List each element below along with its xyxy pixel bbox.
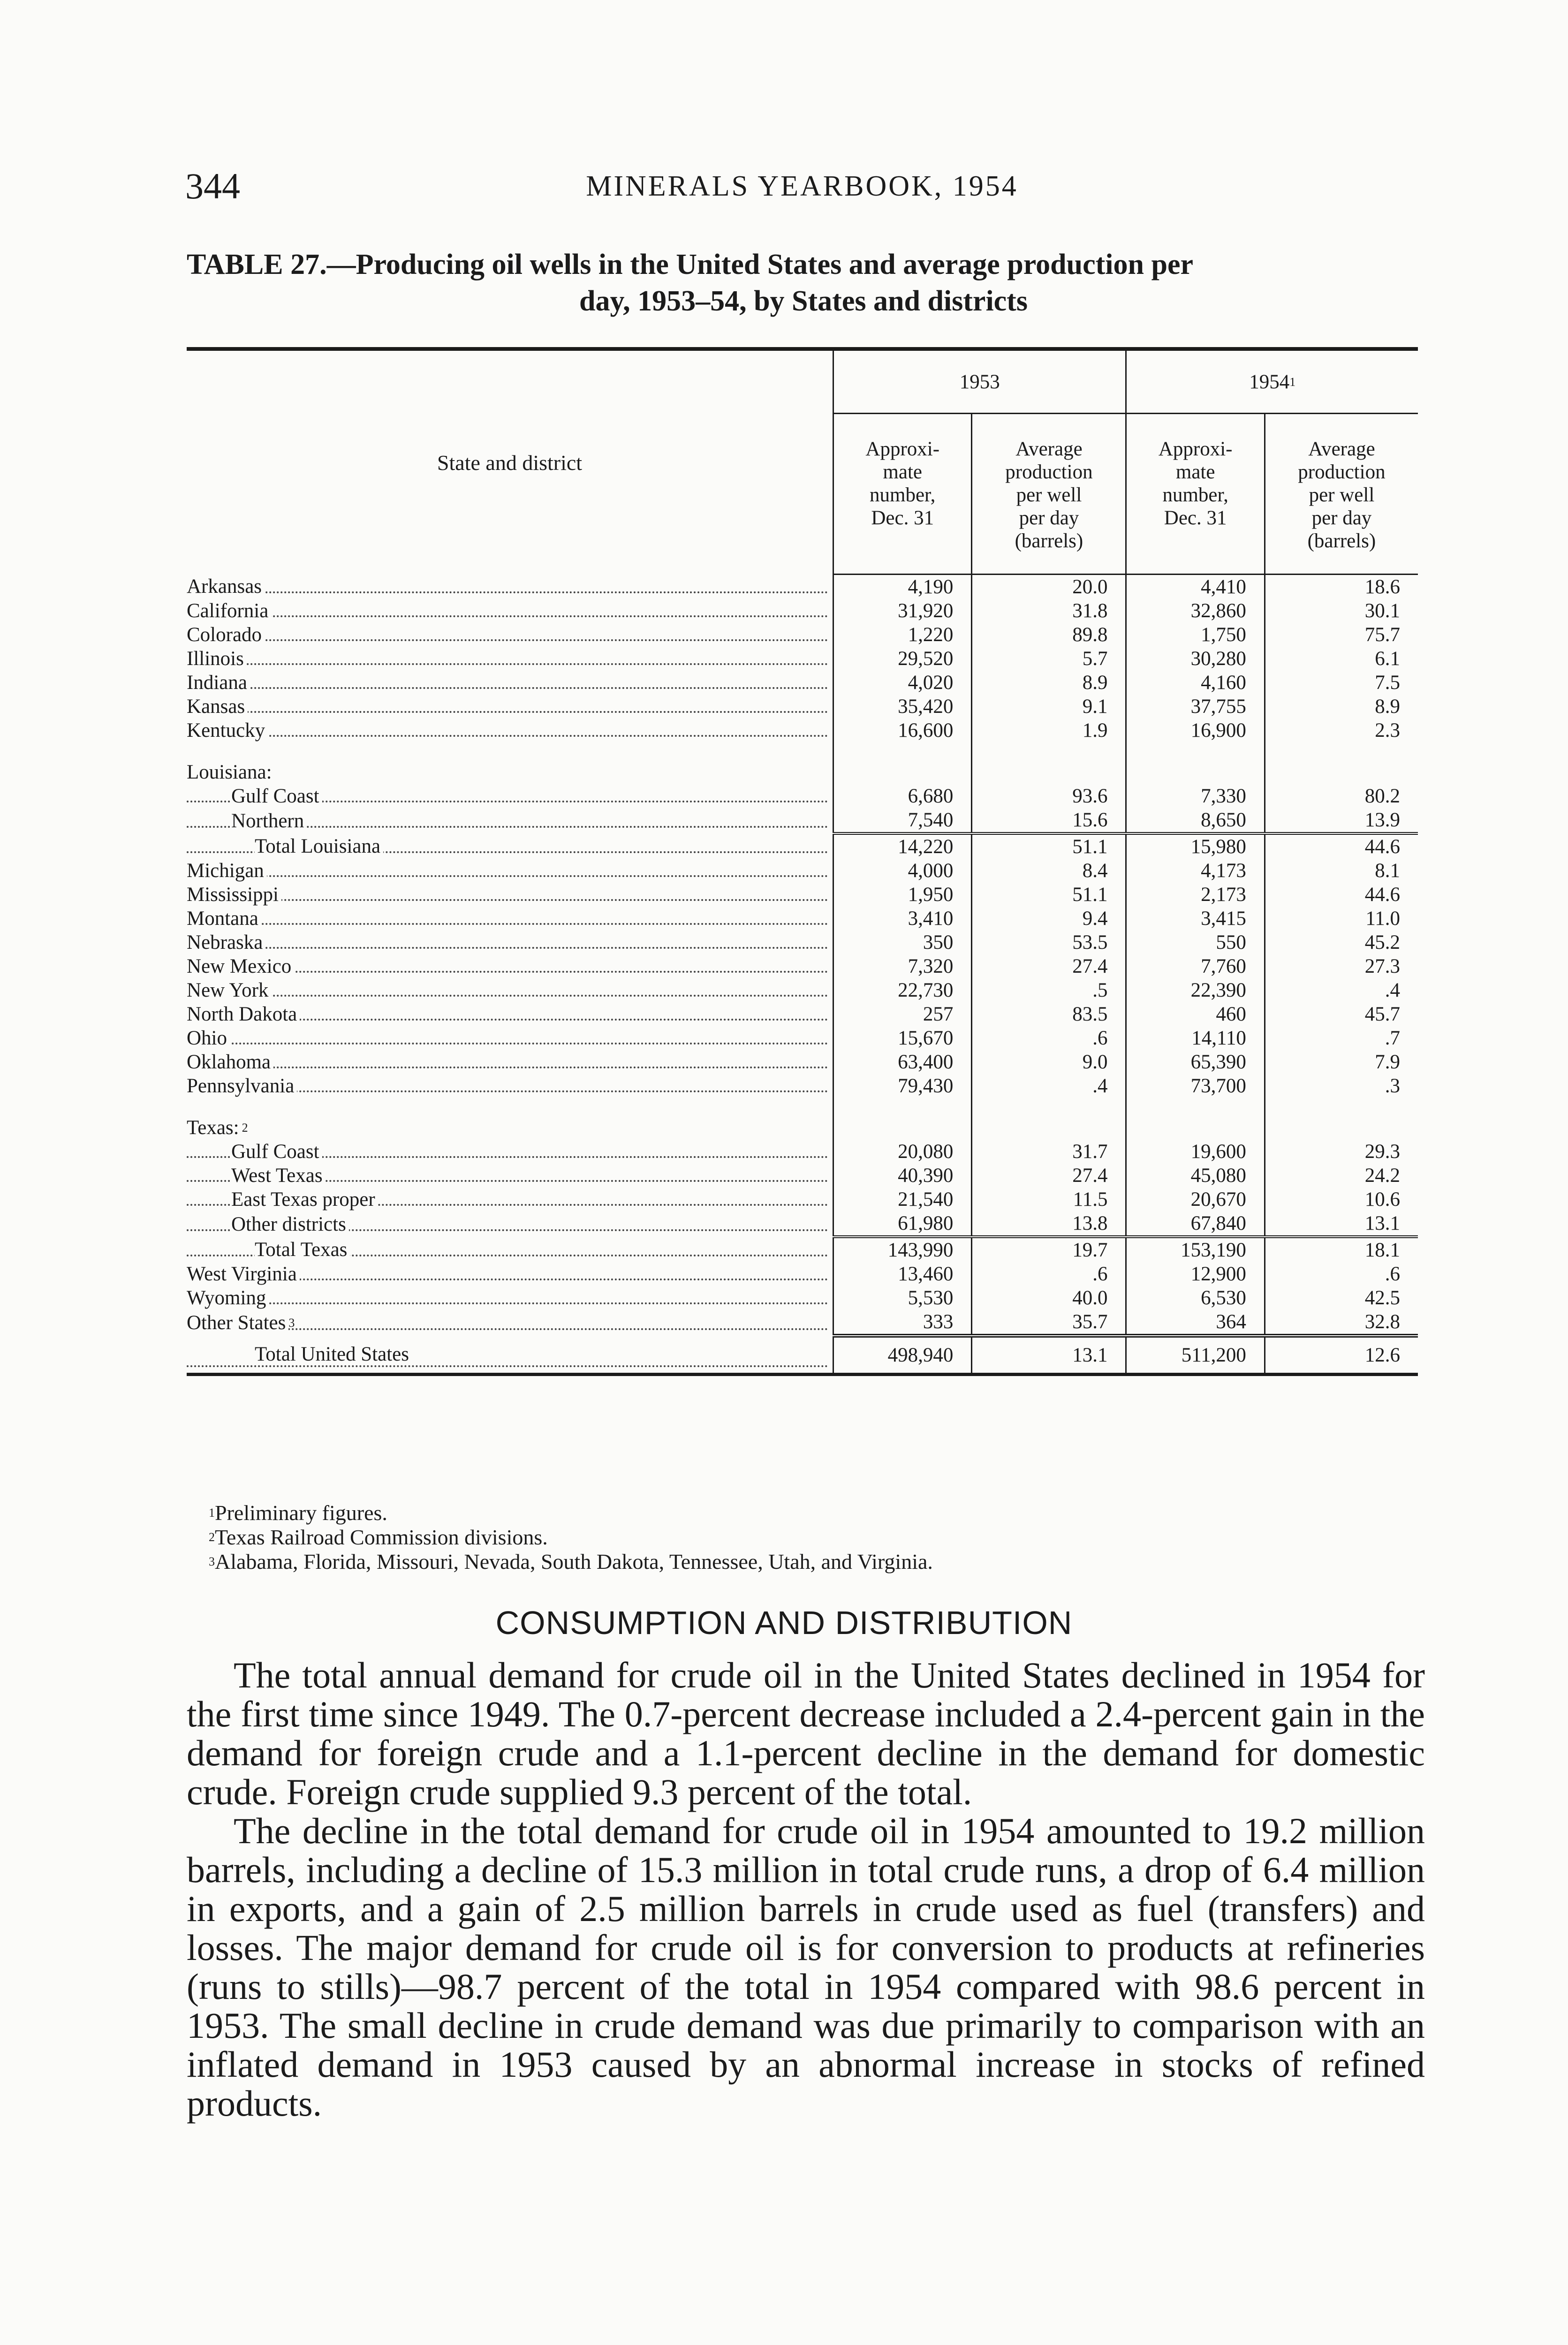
state-name: Michigan bbox=[187, 859, 833, 883]
state-name: Gulf Coast bbox=[187, 784, 833, 808]
spacer-row bbox=[187, 1098, 1418, 1116]
state-name: North Dakota bbox=[187, 1002, 833, 1026]
paragraph: The total annual demand for crude oil in the United States declined in 1954 for the first time since 1949. The 0.7-percent decrease included a 2.4-percent gain in the demand for foreign crude and a 1.1-percent decline in the demand for domestic crude. Foreign crude supplied 9.3 percent of the total. bbox=[187, 1655, 1425, 1812]
value-p54: 12.6 bbox=[1265, 1336, 1418, 1375]
state-name: Arkansas bbox=[187, 575, 833, 599]
value-p54: 44.6 bbox=[1265, 883, 1418, 907]
value-n54: 67,840 bbox=[1126, 1211, 1265, 1237]
state-name: New York bbox=[187, 978, 833, 1002]
table-row bbox=[187, 1026, 1418, 1050]
wells-table-container bbox=[187, 347, 1418, 1376]
value-p53: 8.9 bbox=[972, 671, 1126, 695]
value-p53: .4 bbox=[972, 1074, 1126, 1098]
state-name: California bbox=[187, 599, 833, 623]
state-name: Wyoming bbox=[187, 1286, 833, 1310]
value-n53: 15,670 bbox=[833, 1026, 972, 1050]
state-name: Ohio bbox=[187, 1026, 833, 1050]
value-n54: 4,173 bbox=[1126, 859, 1265, 883]
state-name: Gulf Coast bbox=[187, 1140, 833, 1164]
table-row bbox=[187, 760, 1418, 784]
value-p54: .7 bbox=[1265, 1026, 1418, 1050]
footnote: $^1$Preliminary figures. bbox=[209, 1501, 387, 1525]
value-p54: 44.6 bbox=[1265, 833, 1418, 859]
table-row bbox=[187, 575, 1418, 599]
value-n54: 6,530 bbox=[1126, 1286, 1265, 1310]
table-row bbox=[187, 1116, 1418, 1140]
state-name: Indiana bbox=[187, 671, 833, 695]
value-p54: 8.9 bbox=[1265, 695, 1418, 719]
value-n54: 550 bbox=[1126, 930, 1265, 954]
table-row bbox=[187, 1074, 1418, 1098]
value-n53 bbox=[833, 760, 972, 784]
value-n53: 257 bbox=[833, 1002, 972, 1026]
value-n54: 22,390 bbox=[1126, 978, 1265, 1002]
value-n53: 35,420 bbox=[833, 695, 972, 719]
value-n53: 3,410 bbox=[833, 907, 972, 930]
value-n53: 7,320 bbox=[833, 954, 972, 978]
state-name: Kentucky bbox=[187, 719, 833, 742]
state-name: Mississippi bbox=[187, 883, 833, 907]
table-row bbox=[187, 833, 1418, 859]
value-n53: 40,390 bbox=[833, 1164, 972, 1188]
value-n54: 511,200 bbox=[1126, 1336, 1265, 1375]
value-n54: 20,670 bbox=[1126, 1188, 1265, 1211]
value-p53: .6 bbox=[972, 1026, 1126, 1050]
value-p54: 27.3 bbox=[1265, 954, 1418, 978]
table-row bbox=[187, 930, 1418, 954]
value-p54: 30.1 bbox=[1265, 599, 1418, 623]
value-p53 bbox=[972, 760, 1126, 784]
value-n53: 29,520 bbox=[833, 647, 972, 671]
value-p53: 11.5 bbox=[972, 1188, 1126, 1211]
value-n54 bbox=[1126, 1116, 1265, 1140]
value-n53: 350 bbox=[833, 930, 972, 954]
value-n54 bbox=[1126, 760, 1265, 784]
value-p53: .6 bbox=[972, 1262, 1126, 1286]
state-name: Illinois bbox=[187, 647, 833, 671]
value-n54: 7,760 bbox=[1126, 954, 1265, 978]
value-n53: 13,460 bbox=[833, 1262, 972, 1286]
body-text bbox=[187, 1656, 1425, 2123]
value-p53 bbox=[972, 1116, 1126, 1140]
col-production-1953: Average production per well per day (barrels) bbox=[972, 414, 1126, 575]
value-p54: 13.9 bbox=[1265, 808, 1418, 833]
page-number: 344 bbox=[185, 166, 240, 206]
value-n54: 32,860 bbox=[1126, 599, 1265, 623]
state-name: Montana bbox=[187, 907, 833, 930]
value-n53: 22,730 bbox=[833, 978, 972, 1002]
value-n54: 37,755 bbox=[1126, 695, 1265, 719]
value-n53: 5,530 bbox=[833, 1286, 972, 1310]
table-row bbox=[187, 808, 1418, 833]
value-n54: 12,900 bbox=[1126, 1262, 1265, 1286]
table-row bbox=[187, 883, 1418, 907]
table-row bbox=[187, 1286, 1418, 1310]
value-n53 bbox=[833, 1116, 972, 1140]
value-n53: 4,190 bbox=[833, 575, 972, 599]
footnote: $^2$Texas Railroad Commission divisions. bbox=[209, 1525, 548, 1549]
value-p54: 8.1 bbox=[1265, 859, 1418, 883]
value-p54: .4 bbox=[1265, 978, 1418, 1002]
value-p54: .6 bbox=[1265, 1262, 1418, 1286]
state-name: Louisiana: bbox=[187, 760, 833, 784]
value-n53: 20,080 bbox=[833, 1140, 972, 1164]
footnotes bbox=[209, 1501, 1428, 1574]
value-n54: 4,410 bbox=[1126, 575, 1265, 599]
value-n53: 79,430 bbox=[833, 1074, 972, 1098]
value-p54: 75.7 bbox=[1265, 623, 1418, 647]
footnote-ref: 1 bbox=[1289, 375, 1296, 389]
value-n53: 14,220 bbox=[833, 833, 972, 859]
table-row bbox=[187, 978, 1418, 1002]
table-row bbox=[187, 719, 1418, 742]
value-p53: 53.5 bbox=[972, 930, 1126, 954]
table-row bbox=[187, 1164, 1418, 1188]
table-row bbox=[187, 784, 1418, 808]
value-n53: 61,980 bbox=[833, 1211, 972, 1237]
value-p53: 40.0 bbox=[972, 1286, 1126, 1310]
value-n54: 45,080 bbox=[1126, 1164, 1265, 1188]
value-n54: 2,173 bbox=[1126, 883, 1265, 907]
value-n53: 1,220 bbox=[833, 623, 972, 647]
value-n54: 65,390 bbox=[1126, 1050, 1265, 1074]
value-n54: 1,750 bbox=[1126, 623, 1265, 647]
value-p54: 45.2 bbox=[1265, 930, 1418, 954]
table-row bbox=[187, 1002, 1418, 1026]
value-p53: 8.4 bbox=[972, 859, 1126, 883]
state-name: West Virginia bbox=[187, 1262, 833, 1286]
table-row bbox=[187, 1237, 1418, 1262]
value-p53: 20.0 bbox=[972, 575, 1126, 599]
col-number-1953: Approxi- mate number, Dec. 31 bbox=[833, 414, 972, 575]
state-name: Colorado bbox=[187, 623, 833, 647]
state-name: Oklahoma bbox=[187, 1050, 833, 1074]
value-p54: 45.7 bbox=[1265, 1002, 1418, 1026]
footnote-ref: 3 bbox=[288, 1316, 295, 1330]
table-row bbox=[187, 695, 1418, 719]
table-title-line1: TABLE 27.—Producing oil wells in the United States and average production per bbox=[187, 249, 1194, 280]
state-name: Other States $^3$ bbox=[187, 1310, 833, 1336]
table-row bbox=[187, 1050, 1418, 1074]
value-n54: 73,700 bbox=[1126, 1074, 1265, 1098]
value-n53: 4,020 bbox=[833, 671, 972, 695]
footnote: $^3$Alabama, Florida, Missouri, Nevada, South Dakota, Tennessee, Utah, and Virginia. bbox=[209, 1550, 933, 1573]
value-p53: 5.7 bbox=[972, 647, 1126, 671]
table-row bbox=[187, 599, 1418, 623]
value-p53: 27.4 bbox=[972, 1164, 1126, 1188]
value-n53: 498,940 bbox=[833, 1336, 972, 1375]
value-p53: 19.7 bbox=[972, 1237, 1126, 1262]
value-p54: 18.6 bbox=[1265, 575, 1418, 599]
value-p53: 13.1 bbox=[972, 1336, 1126, 1375]
value-n53: 6,680 bbox=[833, 784, 972, 808]
value-n53: 7,540 bbox=[833, 808, 972, 833]
value-n54: 30,280 bbox=[1126, 647, 1265, 671]
col-number-1954: Approxi- mate number, Dec. 31 bbox=[1126, 414, 1265, 575]
table-title-line2: day, 1953–54, by States and districts bbox=[579, 285, 1028, 317]
value-p53: 93.6 bbox=[972, 784, 1126, 808]
value-p54: 10.6 bbox=[1265, 1188, 1418, 1211]
page-header bbox=[185, 165, 1419, 206]
value-n54: 153,190 bbox=[1126, 1237, 1265, 1262]
year-1954-header bbox=[1126, 349, 1418, 414]
value-p54: 32.8 bbox=[1265, 1310, 1418, 1336]
value-p54: 18.1 bbox=[1265, 1237, 1418, 1262]
section-heading: CONSUMPTION AND DISTRIBUTION bbox=[495, 1604, 1073, 1641]
value-n54: 19,600 bbox=[1126, 1140, 1265, 1164]
value-p53: 31.7 bbox=[972, 1140, 1126, 1164]
value-n54: 16,900 bbox=[1126, 719, 1265, 742]
value-p54: 80.2 bbox=[1265, 784, 1418, 808]
value-n54: 7,330 bbox=[1126, 784, 1265, 808]
value-p53: 9.0 bbox=[972, 1050, 1126, 1074]
value-n54: 460 bbox=[1126, 1002, 1265, 1026]
value-p53: 27.4 bbox=[972, 954, 1126, 978]
value-p53: 83.5 bbox=[972, 1002, 1126, 1026]
value-p54 bbox=[1265, 1116, 1418, 1140]
state-name: New Mexico bbox=[187, 954, 833, 978]
value-n53: 16,600 bbox=[833, 719, 972, 742]
table-row bbox=[187, 1188, 1418, 1211]
value-n54: 4,160 bbox=[1126, 671, 1265, 695]
total-row bbox=[187, 1336, 1418, 1375]
state-name: Kansas bbox=[187, 695, 833, 719]
value-n53: 4,000 bbox=[833, 859, 972, 883]
value-p53: 51.1 bbox=[972, 833, 1126, 859]
table-row bbox=[187, 1310, 1418, 1336]
value-p54: 29.3 bbox=[1265, 1140, 1418, 1164]
table-row bbox=[187, 1211, 1418, 1237]
state-name: Pennsylvania bbox=[187, 1074, 833, 1098]
value-p53: 15.6 bbox=[972, 808, 1126, 833]
table-row bbox=[187, 1140, 1418, 1164]
value-p54: 24.2 bbox=[1265, 1164, 1418, 1188]
year-1953-header: 1953 bbox=[833, 349, 1126, 414]
value-p53: 35.7 bbox=[972, 1310, 1126, 1336]
value-p54 bbox=[1265, 760, 1418, 784]
value-p54: 7.9 bbox=[1265, 1050, 1418, 1074]
value-n53: 31,920 bbox=[833, 599, 972, 623]
state-name: Texas: $^2$ bbox=[187, 1117, 248, 1139]
value-p54: 2.3 bbox=[1265, 719, 1418, 742]
value-n54: 8,650 bbox=[1126, 808, 1265, 833]
value-n54: 15,980 bbox=[1126, 833, 1265, 859]
value-p53: 31.8 bbox=[972, 599, 1126, 623]
paragraph: The decline in the total demand for crude oil in 1954 amounted to 19.2 million barrels, including a decline of 15.3 million in total crude runs, a drop of 6.4 million in exports, and a gain of 2.5 million barrels in crude used as fuel (transfers) and losses. The major demand for crude oil is for conversion to products at refineries (runs to stills)—98.7 percent of the total in 1954 compared with 98.6 percent in 1953. The small decline in crude demand was due primarily to comparison with an inflated demand in 1953 caused by an abnormal increase in stocks of refined products. bbox=[187, 1810, 1425, 2124]
value-n53: 333 bbox=[833, 1310, 972, 1336]
table-row bbox=[187, 623, 1418, 647]
state-name: Northern bbox=[187, 808, 833, 833]
value-p53: 9.4 bbox=[972, 907, 1126, 930]
value-n54: 3,415 bbox=[1126, 907, 1265, 930]
table-body bbox=[187, 575, 1418, 1375]
table-row bbox=[187, 647, 1418, 671]
state-name: Other districts bbox=[187, 1211, 833, 1237]
spacer-row bbox=[187, 742, 1418, 760]
value-p53: 9.1 bbox=[972, 695, 1126, 719]
value-p54: 11.0 bbox=[1265, 907, 1418, 930]
running-title: MINERALS YEARBOOK, 1954 bbox=[586, 170, 1018, 202]
value-n54: 14,110 bbox=[1126, 1026, 1265, 1050]
state-name: Total United States bbox=[187, 1336, 833, 1375]
value-n54: 364 bbox=[1126, 1310, 1265, 1336]
value-p54: .3 bbox=[1265, 1074, 1418, 1098]
value-p53: 51.1 bbox=[972, 883, 1126, 907]
value-p53: 89.8 bbox=[972, 623, 1126, 647]
value-p53: 13.8 bbox=[972, 1211, 1126, 1237]
year-1954-label: 1954 bbox=[1249, 371, 1290, 393]
table-row bbox=[187, 954, 1418, 978]
value-p54: 7.5 bbox=[1265, 671, 1418, 695]
value-n53: 143,990 bbox=[833, 1237, 972, 1262]
value-p54: 6.1 bbox=[1265, 647, 1418, 671]
state-name: Total Texas bbox=[187, 1237, 833, 1262]
table-title bbox=[187, 246, 1420, 319]
value-n53: 63,400 bbox=[833, 1050, 972, 1074]
footnote-ref: 2 bbox=[242, 1121, 248, 1135]
table-row bbox=[187, 907, 1418, 930]
state-column-header: State and district bbox=[437, 450, 583, 475]
wells-table bbox=[187, 347, 1418, 1376]
value-n53: 21,540 bbox=[833, 1188, 972, 1211]
value-p53: .5 bbox=[972, 978, 1126, 1002]
value-n53: 1,950 bbox=[833, 883, 972, 907]
value-p54: 13.1 bbox=[1265, 1211, 1418, 1237]
table-row bbox=[187, 1262, 1418, 1286]
value-p53: 1.9 bbox=[972, 719, 1126, 742]
state-name: Total Louisiana bbox=[187, 833, 833, 859]
col-production-1954: Average production per well per day (barrels) bbox=[1265, 414, 1418, 575]
table-row bbox=[187, 859, 1418, 883]
state-name: Nebraska bbox=[187, 930, 833, 954]
table-row bbox=[187, 671, 1418, 695]
value-p54: 42.5 bbox=[1265, 1286, 1418, 1310]
state-name: West Texas bbox=[187, 1164, 833, 1188]
state-name: East Texas proper bbox=[187, 1188, 833, 1211]
